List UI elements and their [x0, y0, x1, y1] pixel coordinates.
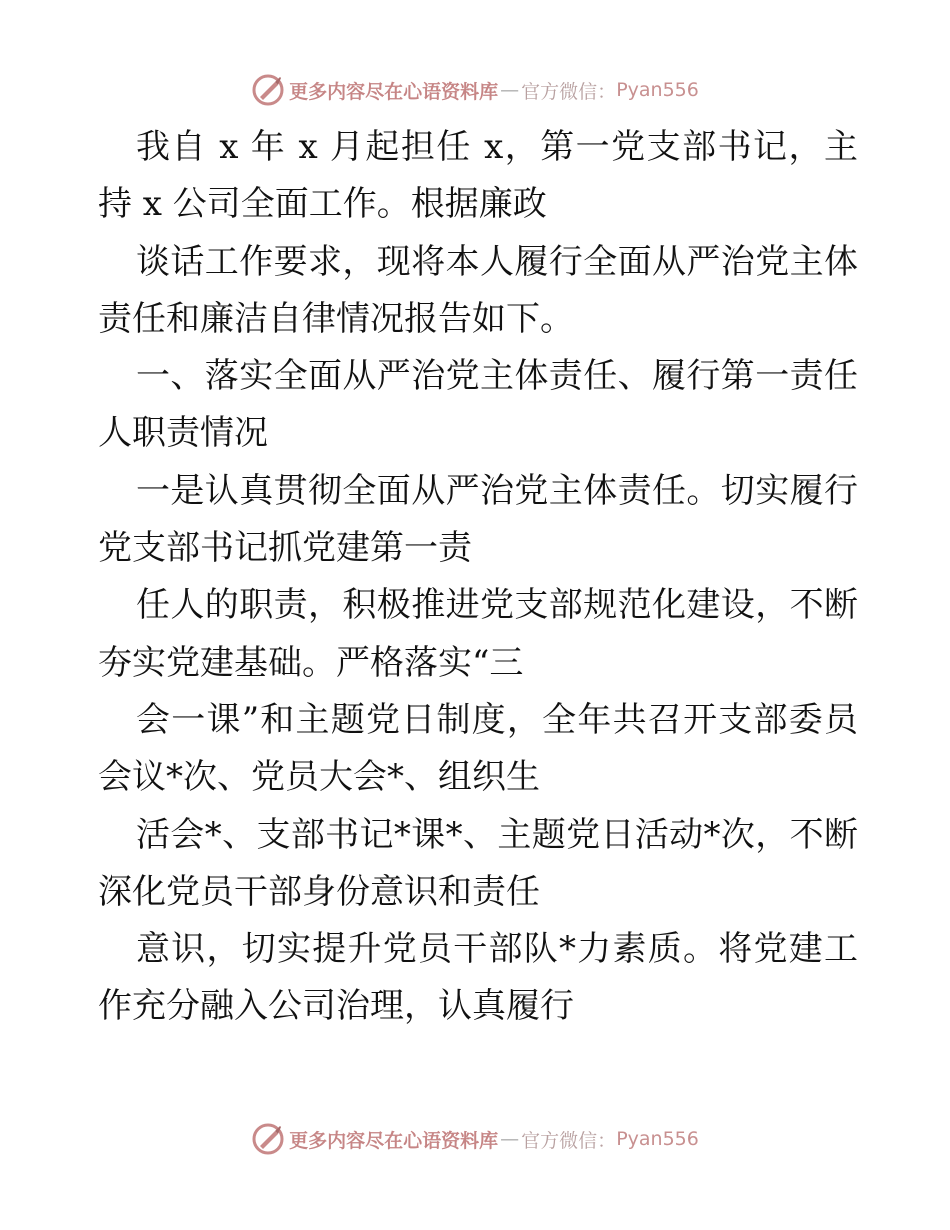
- text-line: 任人的职责，积极推进党支部规范化建设，不断: [136, 585, 858, 626]
- watermark-wechat-id: Pyan556: [616, 1128, 699, 1150]
- text-line: 会一课”和主题党日制度，全年共召开支部委员: [136, 699, 858, 740]
- text-line: 一、落实全面从严治党主体责任、履行第一责任: [136, 356, 858, 397]
- text-line: 夯实党建基础。严格落实“三: [98, 642, 524, 683]
- text-line: 责任和廉洁自律情况报告如下。: [98, 298, 574, 339]
- text-line: 一是认真贯彻全面从严治党主体责任。切实履行: [136, 470, 858, 511]
- footer-watermark: [0, 1119, 950, 1159]
- text-line: 会议*次、党员大会*、组织生: [98, 757, 540, 798]
- document-body: [98, 119, 858, 1036]
- text-line: 活会*、支部书记*课*、主题党日活动*次，不断: [136, 814, 858, 855]
- text-line: 人职责情况: [98, 413, 268, 454]
- header-watermark: [0, 70, 950, 110]
- watermark-label: 官方微信：: [521, 1129, 617, 1152]
- text-line: 作充分融入公司治理，认真履行: [98, 986, 574, 1027]
- brand-logo-icon: [251, 1122, 285, 1156]
- brand-logo-icon: [251, 73, 285, 107]
- watermark-label: 官方微信：: [521, 80, 617, 103]
- watermark-brand: 更多内容尽在心语资料库: [289, 80, 499, 103]
- text-line: 意识，切实提升党员干部队*力素质。将党建工: [136, 929, 858, 970]
- watermark-separator: —: [500, 79, 520, 101]
- watermark-separator: —: [500, 1128, 520, 1150]
- text-line: 谈话工作要求，现将本人履行全面从严治党主体: [136, 241, 858, 282]
- text-line: 持 x 公司全面工作。根据廉政: [98, 184, 547, 225]
- watermark-brand: 更多内容尽在心语资料库: [289, 1129, 499, 1152]
- text-line: 党支部书记抓党建第一责: [98, 528, 472, 569]
- text-line: 我自 x 年 x 月起担任 x，第一党支部书记，主: [136, 127, 858, 167]
- watermark-wechat-id: Pyan556: [616, 79, 699, 101]
- text-line: 深化党员干部身份意识和责任: [98, 871, 540, 912]
